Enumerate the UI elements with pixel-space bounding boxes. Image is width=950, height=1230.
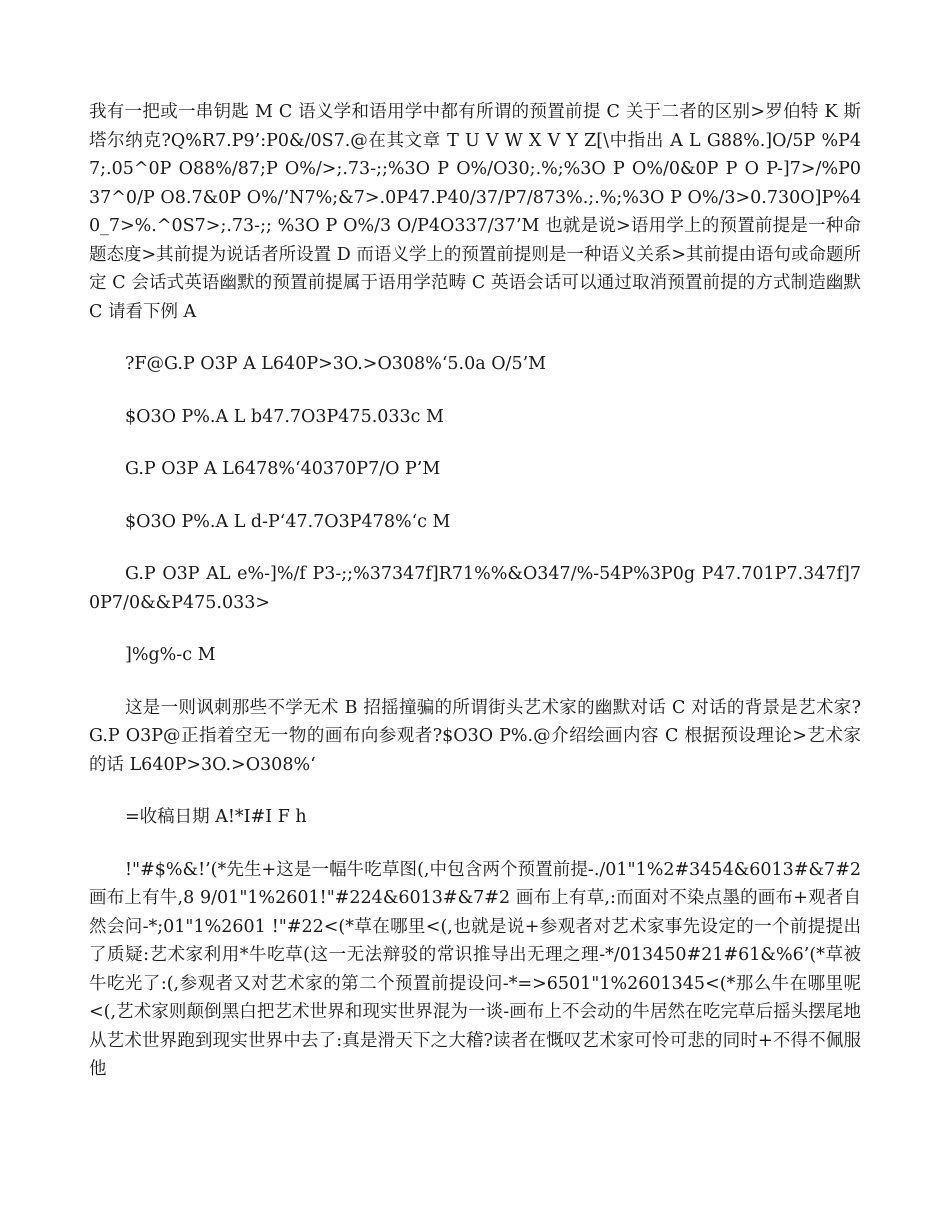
- dialog-line-artist-1: ?F@G.P O3P A L640P>3O.>O308%‘5.0a O/5’M: [125, 354, 547, 374]
- dialog-line-artist-2: G.P O3P A L6478%‘40370P7/O P’M: [125, 459, 441, 479]
- paragraph-explanation: !"#$%&!’(*先生+这是一幅牛吃草图(,中包含两个预置前提-./01"1%2#3454&6013#&7#2 画布上有牛,8 9/01"1%2601!"#224&6013#&7#2 画布上有草,:而面对不染点墨的画布+观者自然会问-*;01"1%2601 !"#22<(*草在哪里<(,也就是说+参观者对艺术家事先设定的一个前提提出了质疑:艺术家利用*牛吃草(这一无法辩驳的常识推导出无理之理-*/013450#21#61&%6’(*草被牛吃光了:(,参观者又对艺术家的第二个预置前提设问-*=>6501"1%2601345<(*那么牛在哪里呢<(,艺术家则颠倒黑白把艺术世界和现实世界混为一谈-画布上不会动的牛居然在吃完草后摇头摆尾地从艺术世界跑到现实世界中去了:真是滑天下之大稽?读者在慨叹艺术家可怜可悲的同时+不得不佩服他: [89, 859, 861, 1079]
- dialog-line-artist-3: G.P O3P AL e%-]%/f P3-;;%37347f]R71%%&O347/%-54P%3P0g P47.701P7.347f]70P7/0&&P475.033>: [89, 564, 861, 613]
- received-date-note: =收稿日期 A!*I#I F h: [125, 807, 307, 827]
- dialog-line-visitor-2: $O3O P%.A L d-P‘47.7O3P478%‘c M: [125, 511, 451, 532]
- dialog-line-end: ]%g%-c M: [125, 645, 216, 665]
- document-page: [89, 98, 861, 1084]
- paragraph-analysis: 这是一则讽刺那些不学无术 B 招摇撞骗的所谓街头艺术家的幽默对话 C 对话的背景是艺术家?G.P O3P@正指着空无一物的画布向参观者?$O3O P%.@介绍绘画内容 C 根据预设理论>艺术家的话 L640P>3O.>O308%‘: [89, 697, 861, 775]
- paragraph-intro: 我有一把或一串钥匙 M C 语义学和语用学中都有所谓的预置前提 C 关于二者的区别>罗伯特 K 斯塔尔纳克?Q%R7.P9’:P0&/0S7.@在其文章 T U V W X V Y Z[\中指出 A L G88%.]O/5P %P47;.05^0P O88%/87;P O%/>;.73-;;%3O P O%/O30;.%;%3O P O%/0&0P P O P-]7>/%P0 37^0/P O8.7&0P O%/’N7%;&7>.0P47.P40/37/P7/873%.;.%;%3O P O%/3>0.730O]P%40_7>%.^0S7>;.73-;; %3O P O%/3 O/P4O337/37’M 也就是说>语用学上的预置前提是一种命题态度>其前提为说话者所设置 D 而语义学上的预置前提则是一种语义关系>其前提由语句或命题所定 C 会话式英语幽默的预置前提属于语用学范畴 C 英语会话可以通过取消预置前提的方式制造幽默 C 请看下例 A: [89, 102, 861, 322]
- dialog-line-visitor-1: $O3O P%.A L b47.7O3P475.033c M: [125, 406, 444, 427]
